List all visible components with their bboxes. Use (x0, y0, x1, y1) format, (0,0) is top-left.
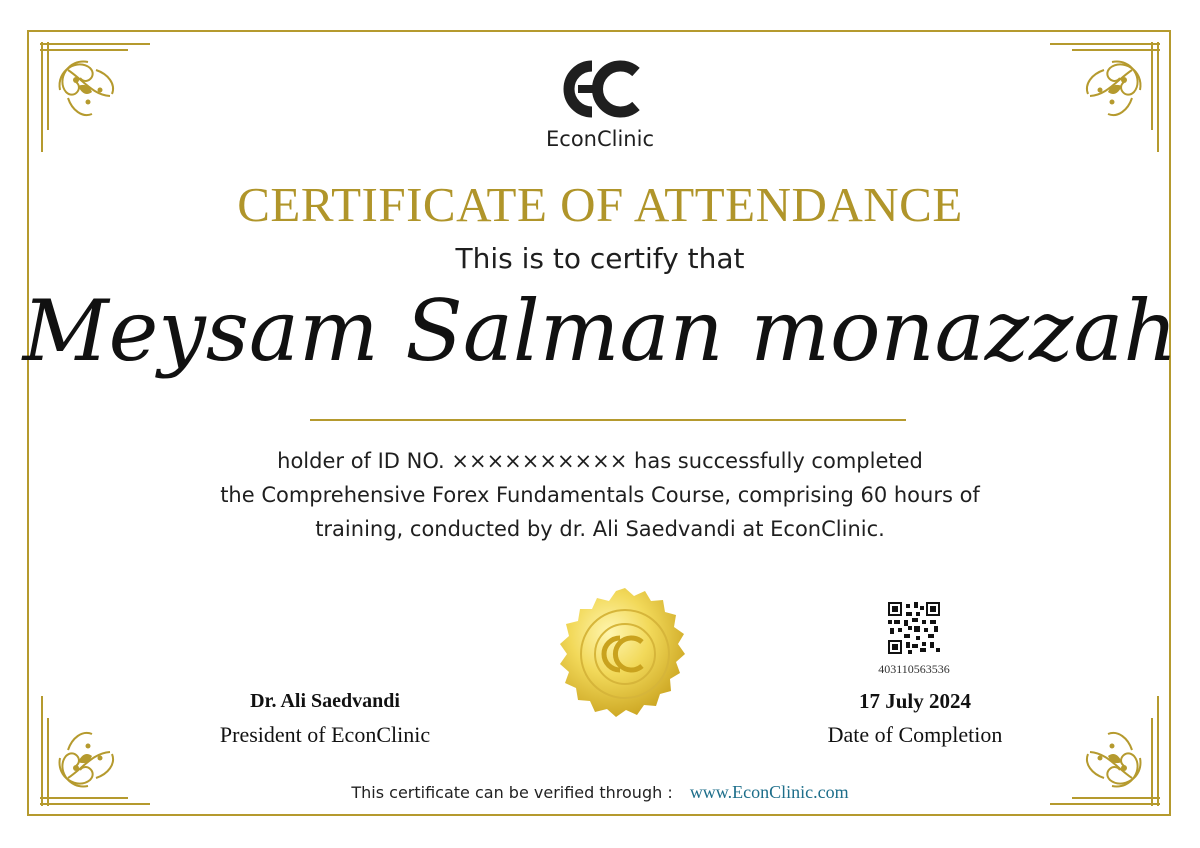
qr-code-number: 403110563536 (878, 662, 950, 676)
verification-footer (0, 782, 1200, 803)
completion-date-label: Date of Completion (827, 722, 1003, 747)
recipient-name: Meysam Salman monazzah (22, 282, 1178, 380)
certificate-title: CERTIFICATE OF ATTENDANCE (237, 177, 963, 232)
body-line: training, conducted by dr. Ali Saedvandi at EconClinic. (315, 517, 885, 541)
name-underline (310, 419, 906, 421)
certificate-body (150, 444, 1050, 546)
certify-intro: This is to certify that (455, 242, 745, 275)
signatory-role: President of EconClinic (219, 722, 431, 747)
gold-seal-icon (550, 586, 700, 736)
verification-link[interactable]: www.EconClinic.com (689, 782, 849, 802)
brand-name: EconClinic (546, 127, 654, 151)
signatory-name: Dr. Ali Saedvandi (250, 690, 400, 712)
verification-text: This certificate can be verified through : (351, 783, 673, 802)
econclinic-logo-icon (556, 58, 644, 120)
body-line: the Comprehensive Forex Fundamentals Course, comprising 60 hours of (220, 483, 980, 507)
qr-code-icon (888, 602, 940, 654)
completion-date: 17 July 2024 (858, 689, 971, 713)
body-line: holder of ID NO. ×××××××××× has successfully completed (277, 449, 923, 473)
